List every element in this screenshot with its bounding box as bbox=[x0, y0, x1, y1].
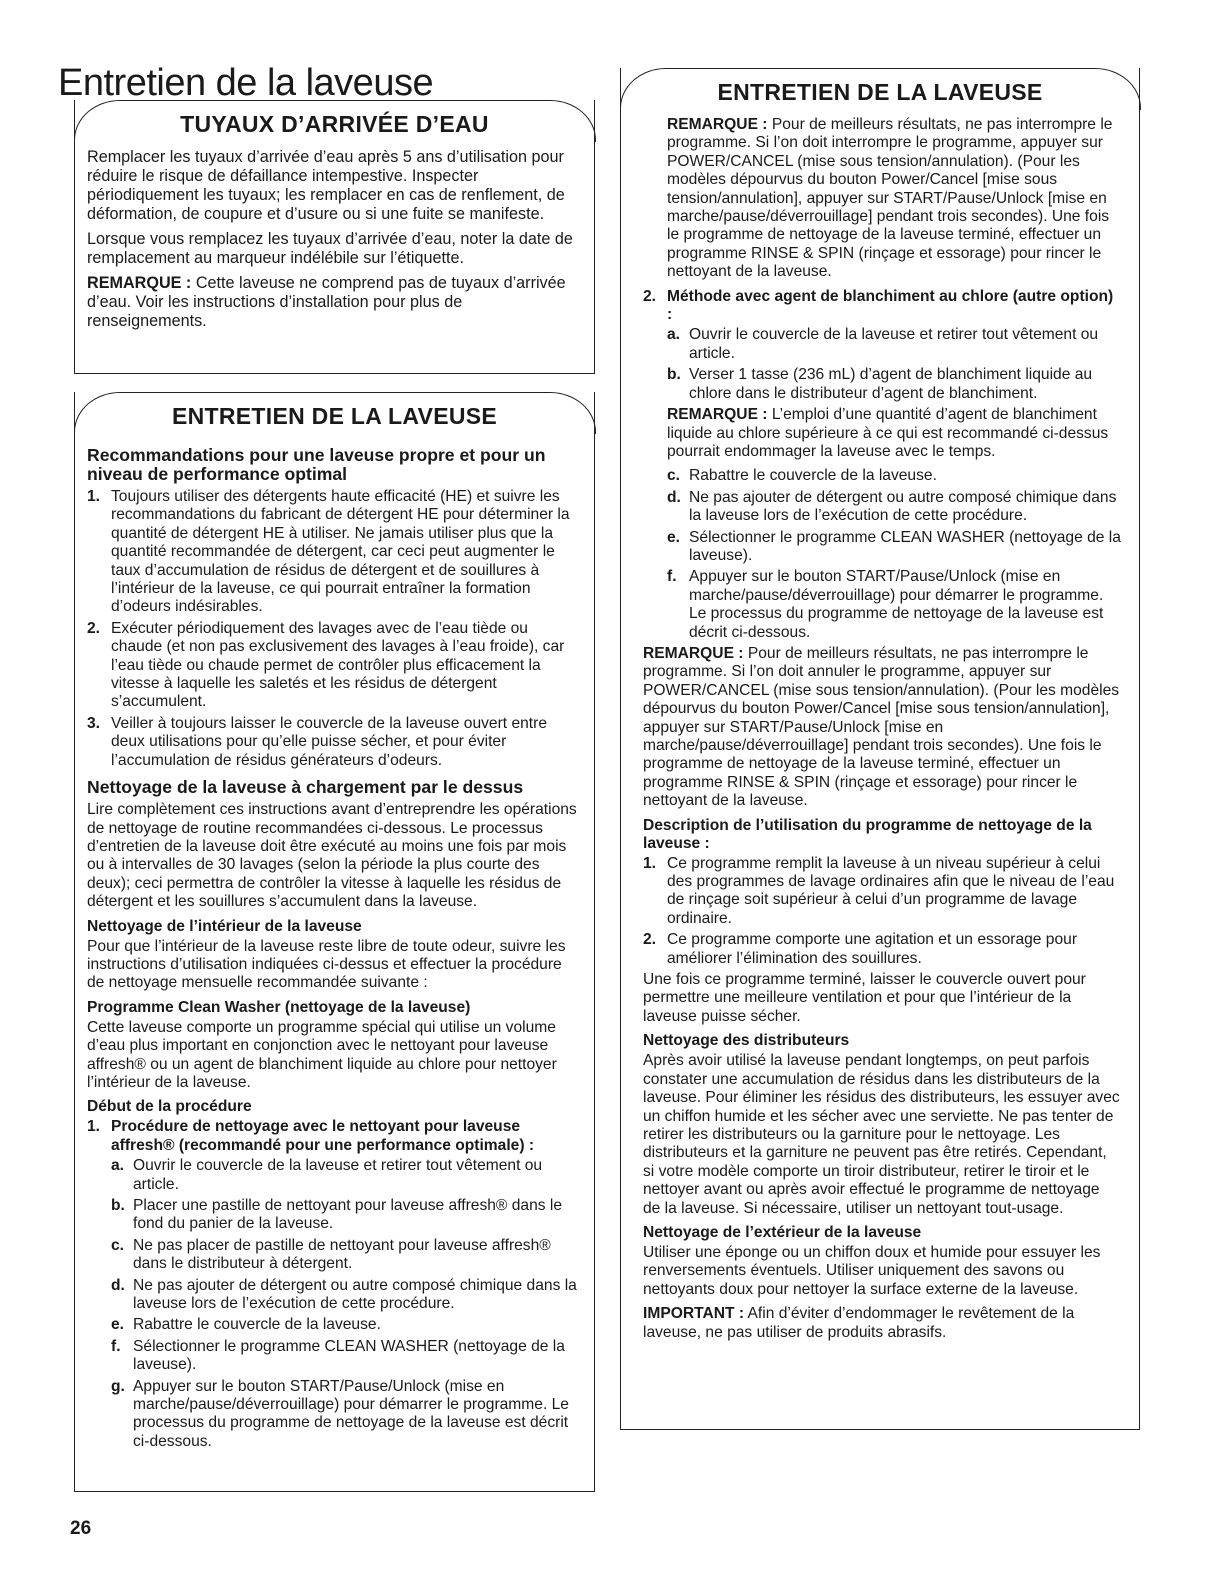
paragraph: Pour que l’intérieur de la laveuse reste libre de toute odeur, suivre les instructions d’utilisation indiquées ci-dessus et effectuer la procédure de nettoyage mensuelle recommandée suivante : bbox=[87, 937, 566, 992]
page-title: Entretien de la laveuse bbox=[58, 62, 434, 104]
paragraph: Utiliser une éponge ou un chiffon doux et humide pour essuyer les renversements éventuels. Utiliser uniquement des savons ou nettoyants doux pour nettoyer la surface externe de la laveuse. bbox=[643, 1243, 1101, 1298]
water-hoses-section bbox=[74, 100, 595, 374]
step-item: b. Verser 1 tasse (236 mL) d’agent de blanchiment liquide au chlore dans le distributeur d’agent de blanchiment. bbox=[667, 366, 1093, 402]
program-description-heading: Description de l’utilisation du programme de nettoyage de la laveuse : bbox=[643, 816, 1092, 852]
step-item: c. Rabattre le couvercle de la laveuse. bbox=[667, 467, 937, 485]
section-heading: ENTRETIEN DE LA LAVEUSE bbox=[171, 403, 498, 429]
section-heading: TUYAUX D’ARRIVÉE D’EAU bbox=[180, 111, 489, 137]
paragraph: Lire complètement ces instructions avant d’entreprendre les opérations de nettoyage de routine recommandées ci-dessous. Le processus d’entretien de la laveuse doit être exécuté au moins une fois par mois ou à intervalles de 30 lavages (selon la période la plus courte des deux); ceci permettra de contrôler la vitesse à laquelle les résidus de détergent et les souillures s’accumulent dans la laveuse. bbox=[87, 801, 577, 911]
list-item: 1. Toujours utiliser des détergents haute efficacité (HE) et suivre les recommandations du fabricant de détergent HE pour déterminer la quantité de détergent HE à utiliser. Ne jamais utiliser plus que la quantité recommandée de détergent, car ceci peut augmenter le taux d’accumulation de résidus de détergent et de souillures à l’intérieur de la laveuse, ce qui pourrait entraîner la formation d’odeurs indésirables. bbox=[87, 488, 570, 616]
note-label: REMARQUE : bbox=[87, 274, 192, 292]
section-header bbox=[74, 100, 596, 142]
step-item: a. Ouvrir le couvercle de la laveuse et retirer tout vêtement ou article. bbox=[667, 326, 1099, 362]
list-item: 2. Exécuter périodiquement des lavages avec de l’eau tiède ou chaude (et non pas exclusivement des lavages à l’eau froide), car l’eau tiède ou chaude permet de contrôler plus efficacement la vitesse à laquelle les saletés et les résidus de détergent s’accumulent. bbox=[87, 619, 565, 711]
step-item: a. Ouvrir le couvercle de la laveuse et retirer tout vêtement ou article. bbox=[111, 1157, 543, 1193]
procedure-title: Méthode avec agent de blanchiment au chlore (autre option) : bbox=[667, 287, 1114, 324]
procedure-list bbox=[87, 1118, 578, 1451]
step-item: d. Ne pas ajouter de détergent ou autre composé chimique dans la laveuse lors de l’exécution de cette procédure. bbox=[667, 488, 1117, 525]
list-item: 1. Procédure de nettoyage avec le nettoyant pour laveuse affresh® (recommandé pour une performance optimale) : a. Ouvrir le couvercle de la laveuse et retirer tout vêtement ou article. b. Placer une pastille de nettoyant pour laveuse affresh® dans le fond du panier de la laveuse. c. Ne pas placer de pastille de nettoyant pour laveuse affresh® dans le distributeur à détergent. d. Ne pas ajouter de détergent ou autre composé chimique dans la laveuse lors de l’exécution de cette procédure. e. Rabattre le couvercle de la laveuse. f. Sélectionner le programme CLEAN WASHER (nettoyage de la laveuse). g. Appuyer sur le bouton START/Pause/Unlock (mise en marche/pause/déverrouillage) pour démarrer le programme. Le processus du programme de nettoyage de la laveuse est décrit ci-dessous. bbox=[87, 1118, 577, 1450]
section-header bbox=[620, 68, 1141, 110]
paragraph: Après avoir utilisé la laveuse pendant longtemps, on peut parfois constater une accumulation de résidus dans les distributeurs de la laveuse. Pour éliminer les résidus des distributeurs, les essuyer avec un chiffon humide et les sécher avec une serviette. Ne pas tenter de retirer les distributeurs ou la garniture pour le nettoyage. Les distributeurs et la garniture ne peuvent pas être retirés. Cependant, si votre modèle comporte un tiroir distributeur, retirer le tiroir et le nettoyer avant ou après avoir effectué le programme de nettoyage de la laveuse. Si nécessaire, utiliser un nettoyant tout-usage. bbox=[643, 1052, 1120, 1217]
step-item: f. Sélectionner le programme CLEAN WASHER (nettoyage de la laveuse). bbox=[111, 1337, 565, 1374]
step-item: c. Ne pas placer de pastille de nettoyant pour laveuse affresh® dans le distributeur à détergent. bbox=[111, 1236, 551, 1273]
recommendations-heading: Recommandations pour une laveuse propre et pour un niveau de performance optimal bbox=[87, 445, 546, 484]
note: REMARQUE : Pour de meilleurs résultats, ne pas interrompre le programme. Si l’on doit interrompre le programme, appuyer sur POWER/CANCEL (mise sous tension/annulation). (Pour les modèles dépourvus du bouton Power/Cancel [mise sous tension/annulation], appuyer sur START/Pause/Unlock [mise en marche/pause/déverrouillage] pendant trois secondes). Une fois le programme de nettoyage de la laveuse terminé, effectuer un programme RINSE & SPIN (rinçage et essorage) pour rincer le nettoyant de la laveuse. bbox=[667, 116, 1113, 281]
list-item: 1. Ce programme remplit la laveuse à un niveau supérieur à celui des programmes de lavage ordinaires afin que le niveau de l’eau de rinçage soit supérieur à celui d’un programme de lavage ordinaire. bbox=[643, 854, 1115, 927]
list-item: 2. Ce programme comporte une agitation et un essorage pour améliorer l’élimination des souillures. bbox=[643, 931, 1078, 967]
procedure-list bbox=[643, 288, 1121, 642]
paragraph: Remplacer les tuyaux d’arrivée d’eau après 5 ans d’utilisation pour réduire le risque de défaillance intempestive. Inspecter périodiquement les tuyaux; les remplacer en cas de renflement, de déformation, de coupure et d’usure ou si une fuite se manifeste. bbox=[87, 148, 565, 223]
dispenser-cleaning-heading: Nettoyage des distributeurs bbox=[643, 1032, 850, 1050]
procedure-steps bbox=[667, 467, 1121, 642]
step-item: f. Appuyer sur le bouton START/Pause/Unlock (mise en marche/pause/déverrouillage) pour démarrer le programme. Le processus du programme de nettoyage de la laveuse est décrit ci-dessous. bbox=[667, 568, 1104, 641]
recommendations-list bbox=[87, 488, 578, 770]
procedure-title: Procédure de nettoyage avec le nettoyant pour laveuse affresh® (recommandé pour une performance optimale) : bbox=[111, 1118, 535, 1154]
list-item: 3. Veiller à toujours laisser le couvercle de la laveuse ouvert entre deux utilisations pour qu’elle puisse sécher, et pour éviter l’accumulation de résidus générateurs d’odeurs. bbox=[87, 714, 547, 769]
step-item: b. Placer une pastille de nettoyant pour laveuse affresh® dans le fond du panier de la laveuse. bbox=[111, 1197, 563, 1233]
section-heading: ENTRETIEN DE LA LAVEUSE bbox=[717, 79, 1043, 105]
section-header bbox=[74, 392, 596, 434]
step-item: g. Appuyer sur le bouton START/Pause/Unlock (mise en marche/pause/déverrouillage) pour démarrer le programme. Le processus du programme de nettoyage de la laveuse est décrit ci-dessous. bbox=[111, 1377, 569, 1450]
procedure-steps bbox=[667, 326, 1121, 403]
paragraph: Cette laveuse comporte un programme spécial qui utilise un volume d’eau plus important en conjonction avec le nettoyant pour laveuse affresh® ou un agent de blanchiment liquide au chlore pour nettoyer l’intérieur de la laveuse. bbox=[87, 1018, 557, 1091]
note bbox=[87, 274, 578, 331]
description-list bbox=[643, 855, 1121, 968]
step-item: e. Sélectionner le programme CLEAN WASHER (nettoyage de la laveuse). bbox=[667, 528, 1121, 564]
note: REMARQUE : Pour de meilleurs résultats, ne pas interrompre le programme. Si l’on doit annuler le programme, appuyer sur POWER/CANCEL (mise sous tension/annulation). (Pour les modèles dépourvus du bouton Power/Cancel [mise sous tension/annulation], appuyer sur START/Pause/Unlock [mise en marche/pause/déverrouillage] pendant trois secondes). Une fois le programme de nettoyage de la laveuse terminé, effectuer un programme RINSE & SPIN (rinçage et essorage) pour rincer le nettoyant de la laveuse. bbox=[643, 644, 1120, 810]
interior-cleaning-heading: Nettoyage de l’intérieur de la laveuse bbox=[87, 917, 362, 935]
exterior-cleaning-heading: Nettoyage de l’extérieur de la laveuse bbox=[643, 1223, 922, 1241]
step-item: e. Rabattre le couvercle de la laveuse. bbox=[111, 1316, 381, 1334]
start-procedure-heading: Début de la procédure bbox=[87, 1098, 252, 1116]
program-heading: Programme Clean Washer (nettoyage de la laveuse) bbox=[87, 998, 471, 1016]
washer-care-section-right bbox=[620, 68, 1140, 1430]
important-note: IMPORTANT : Afin d’éviter d’endommager le revêtement de la laveuse, ne pas utiliser de produits abrasifs. bbox=[643, 1305, 1075, 1341]
paragraph: Une fois ce programme terminé, laisser le couvercle ouvert pour permettre une meilleure ventilation et pour que l’intérieur de la laveuse puisse sécher. bbox=[643, 971, 1086, 1025]
procedure-steps bbox=[111, 1157, 578, 1451]
page-number: 26 bbox=[70, 1518, 92, 1539]
washer-care-section-left bbox=[74, 392, 595, 1492]
step-item: d. Ne pas ajouter de détergent ou autre composé chimique dans la laveuse lors de l’exécution de cette procédure. bbox=[111, 1276, 577, 1313]
paragraph: Lorsque vous remplacez les tuyaux d’arrivée d’eau, noter la date de remplacement au marqueur indélébile sur l’étiquette. bbox=[87, 230, 573, 267]
note: REMARQUE : L’emploi d’une quantité d’agent de blanchiment liquide au chlore supérieure à ce qui est recommandé ci-dessus pourrait endommager la laveuse avec le temps. bbox=[667, 406, 1109, 460]
top-load-cleaning-heading: Nettoyage de la laveuse à chargement par le dessus bbox=[87, 777, 524, 798]
note-text: Cette laveuse ne comprend pas de tuyaux d’arrivée d’eau. Voir les instructions d’installation pour plus de renseignements. bbox=[87, 274, 566, 330]
list-item: 2. Méthode avec agent de blanchiment au chlore (autre option) : a. Ouvrir le couvercle de la laveuse et retirer tout vêtement ou article. b. Verser 1 tasse (236 mL) d’agent de blanchiment liquide au chlore dans le distributeur d’agent de blanchiment. REMARQUE : L’emploi d’une quantité d’agent de blanchiment liquide au chlore supérieure à ce qui est recommandé ci-dessus pourrait endommager la laveuse avec le temps. c. Rabattre le couvercle de la laveuse. d. Ne pas ajouter de détergent ou autre composé chimique dans la laveuse lors de l’exécution de cette procédure. e. Sélectionner le programme CLEAN WASHER (nettoyage de la laveuse). f. Appuyer sur le bouton START/Pause/Unlock (mise en marche/pause/déverrouillage) pour démarrer le programme. Le processus du programme de nettoyage de la laveuse est décrit ci-dessous. bbox=[643, 287, 1121, 641]
